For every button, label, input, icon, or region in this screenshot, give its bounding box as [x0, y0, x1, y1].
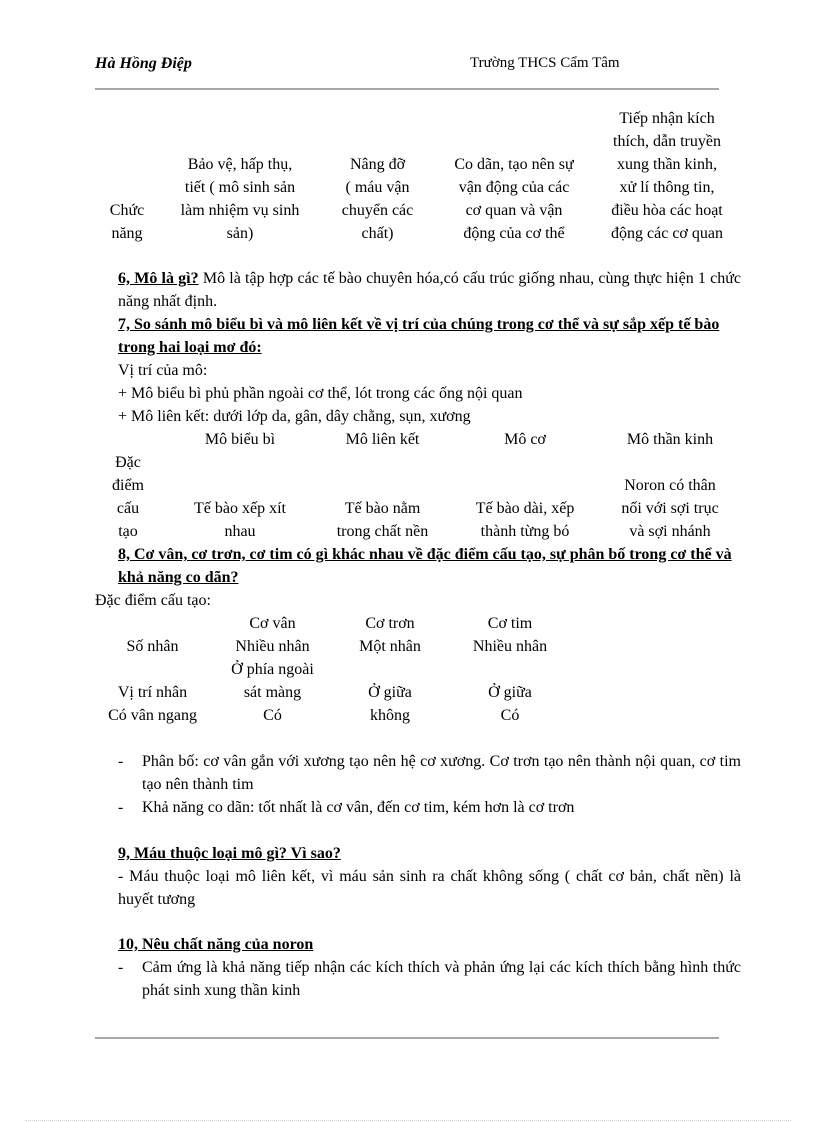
- q7-table-header-3: Mô cơ: [504, 431, 546, 448]
- q7-table-header-4: Mô thần kinh: [626, 431, 714, 448]
- q8-table-row2-val3: Ở giữa: [488, 684, 532, 701]
- q6-answer: Mô là tập hợp các tế bào chuyên hóa,có cấu trúc giống nhau, cùng thực hiện 1 chức năng nhất định.: [118, 270, 741, 310]
- header-divider: [95, 88, 719, 90]
- table1-cell-2: Nâng đỡ ( máu vận chuyển các chất): [341, 156, 414, 242]
- q8-table-row1-val2: Một nhân: [359, 638, 421, 655]
- table1-row-label: Chức năng: [109, 202, 145, 242]
- table1-cell-3: Co dãn, tạo nên sự vận động của các cơ quan và vận động của cơ thể: [454, 156, 574, 242]
- q7-title: 7, So sánh mô biểu bì và mô liên kết về vị trí của chúng trong cơ thể và sự sắp xếp tế bào trong hai loại mơ đó:: [118, 316, 720, 356]
- q7-line2: + Mô liên kết: dưới lớp da, gân, dây chằng, sụn, xương: [118, 408, 471, 425]
- table1-cell-1: Bảo vệ, hấp thụ, tiết ( mô sinh sản làm nhiệm vụ sinh sản): [180, 156, 300, 242]
- q7-line1: + Mô biểu bì phủ phần ngoài cơ thể, lót trong các ống nội quan: [118, 385, 523, 402]
- q7-table-header-1: Mô biểu bì: [204, 431, 276, 448]
- q8-table-row1-val1: Nhiều nhân: [235, 638, 310, 655]
- page-edge-dots: [25, 1120, 791, 1121]
- q8-table-row1-label: Số nhân: [126, 638, 179, 655]
- q8-table-row1-val3: Nhiều nhân: [472, 638, 548, 655]
- q8-table-row2-label: Vị trí nhân: [117, 684, 188, 701]
- q10-bullet-1: Cảm ứng là khả năng tiếp nhận các kích thích và phản ứng lại các kích thích bằng hình thức phát sinh xung thần kinh: [142, 959, 741, 999]
- q8-intro: Đặc điểm cấu tạo:: [95, 592, 211, 609]
- q8-table-row2-val1: Ở phía ngoài sát màng: [231, 661, 314, 701]
- q8-table-header-3: Cơ tim: [487, 615, 533, 632]
- q9-answer: - Máu thuộc loại mô liên kết, vì máu sản sinh ra chất không sống ( chất cơ bản, chất nền) là huyết tương: [118, 868, 741, 908]
- q8-table-header-1: Cơ vân: [249, 615, 296, 632]
- header-author: Hà Hồng Điệp: [95, 55, 192, 72]
- header-school: Trường THCS Cẩm Tâm: [470, 55, 620, 71]
- q8-bullet-1: Phân bố: cơ vân gắn với xương tạo nên hệ cơ xương. Cơ trơn tạo nên thành nội quan, cơ tim tạo nên thành tim: [142, 753, 741, 793]
- q6-title: 6, Mô là gì?: [118, 270, 199, 287]
- q10-bullet-1-marker: -: [118, 959, 124, 976]
- q8-table-row3-label: Có vân ngang: [108, 707, 197, 724]
- q7-table-cell-3: Tế bào dài, xếp thành từng bó: [475, 500, 575, 540]
- q8-table-row3-val3: Có: [500, 707, 520, 724]
- q8-bullet-2: Khả năng co dãn: tốt nhất là cơ vân, đến cơ tim, kém hơn là cơ trơn: [142, 799, 575, 816]
- q8-bullet-1-marker: -: [118, 753, 124, 770]
- q7-intro: Vị trí của mô:: [118, 362, 208, 379]
- q7-table-cell-2: Tế bào nằm trong chất nền: [336, 500, 429, 540]
- q8-table-row2-val2: Ở giữa: [368, 684, 412, 701]
- q8-table-row3-val1: Có: [263, 707, 282, 724]
- table1-cell-4: Tiếp nhận kích thích, dẫn truyền xung thần kinh, xử lí thông tin, điều hòa các hoạt động các cơ quan: [611, 110, 723, 242]
- q8-bullet-2-marker: -: [118, 799, 124, 816]
- q10-title: 10, Nêu chất năng của noron: [118, 936, 314, 953]
- q7-table-row-label: Đặc điểm cấu tạo: [112, 454, 144, 540]
- q9-title: 9, Máu thuộc loại mô gì? Vì sao?: [118, 845, 341, 862]
- q6-paragraph: [118, 267, 741, 313]
- q8-title: 8, Cơ vân, cơ trơn, cơ tim có gì khác nhau về đặc điểm cấu tạo, sự phân bố trong cơ thể và khả năng co dãn?: [118, 546, 732, 586]
- q7-table-header-2: Mô liên kết: [345, 431, 420, 448]
- q8-table-header-2: Cơ trơn: [365, 615, 415, 632]
- footer-divider: [95, 1037, 719, 1039]
- q8-table-row3-val2: không: [370, 707, 410, 724]
- q7-table-cell-4: Noron có thân nối với sợi trục và sợi nhánh: [621, 477, 719, 540]
- q7-table-cell-1: Tế bào xếp xít nhau: [194, 500, 286, 540]
